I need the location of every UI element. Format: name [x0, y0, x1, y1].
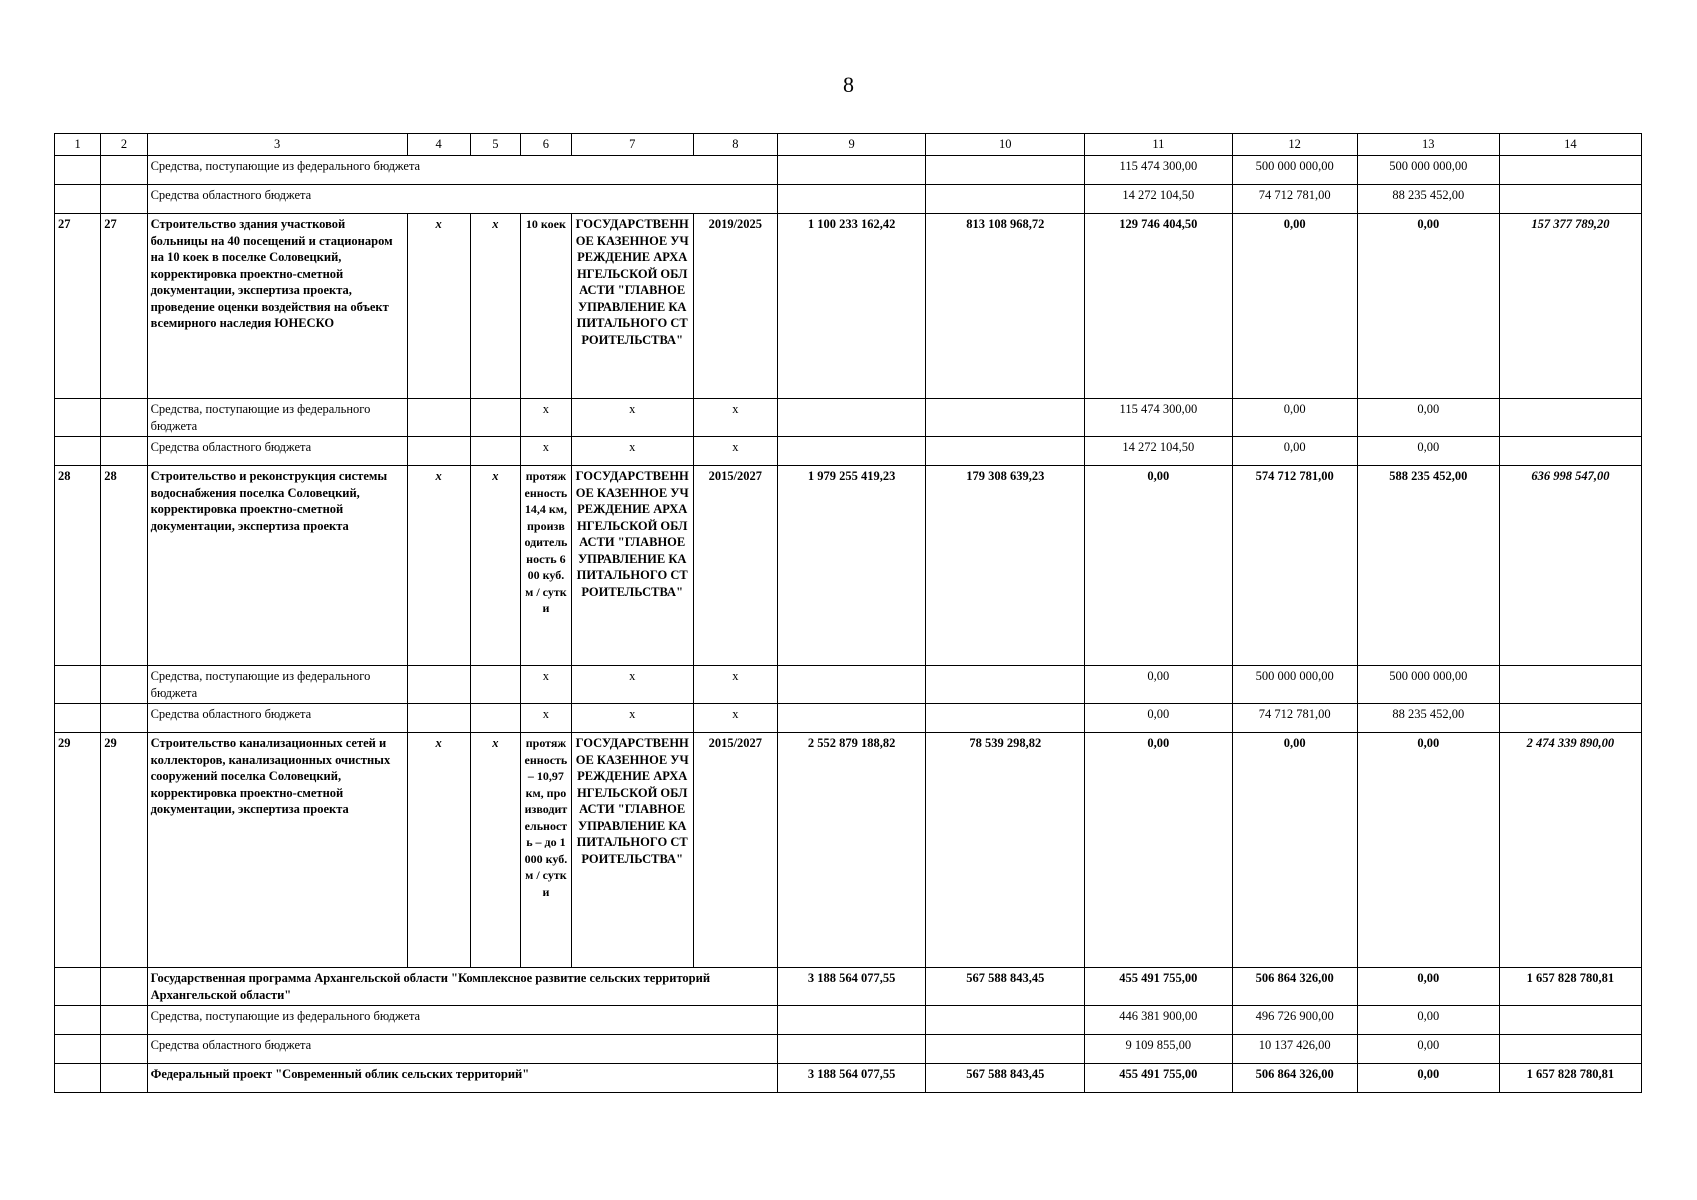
- table-row: [55, 666, 1642, 704]
- amount-cell: 9 109 855,00: [1085, 1035, 1232, 1064]
- capacity-cell: протяженность 14,4 км, производительность 600 куб. м / сутки: [521, 466, 572, 666]
- amount-cell: 14 272 104,50: [1085, 185, 1232, 214]
- row-number: 28: [101, 466, 147, 666]
- col-header-9: 9: [777, 134, 925, 156]
- table-row: [55, 1035, 1642, 1064]
- federal-project-label: Федеральный проект "Современный облик сельских территорий": [147, 1064, 777, 1093]
- row-number: 29: [55, 733, 101, 968]
- row-number: 27: [101, 214, 147, 399]
- x-mark: х: [521, 399, 572, 437]
- customer-cell: ГОСУДАРСТВЕННОЕ КАЗЕННОЕ УЧРЕЖДЕНИЕ АРХАНГЕЛЬСКОЙ ОБЛАСТИ "ГЛАВНОЕ УПРАВЛЕНИЕ КАПИТАЛЬНОГО СТРОИТЕЛЬСТВА": [571, 733, 693, 968]
- col-header-2: 2: [101, 134, 147, 156]
- x-mark: х: [470, 466, 521, 666]
- col-header-10: 10: [926, 134, 1085, 156]
- amount-cell: 78 539 298,82: [926, 733, 1085, 968]
- amount-cell: 157 377 789,20: [1499, 214, 1641, 399]
- amount-cell: 0,00: [1357, 1006, 1499, 1035]
- amount-cell: 74 712 781,00: [1232, 185, 1357, 214]
- x-mark: х: [693, 666, 777, 704]
- col-header-3: 3: [147, 134, 407, 156]
- amount-cell: 506 864 326,00: [1232, 968, 1357, 1006]
- period-cell: 2019/2025: [693, 214, 777, 399]
- amount-cell: 14 272 104,50: [1085, 437, 1232, 466]
- row-number: 27: [55, 214, 101, 399]
- amount-cell: 574 712 781,00: [1232, 466, 1357, 666]
- x-mark: х: [571, 437, 693, 466]
- x-mark: х: [571, 666, 693, 704]
- x-mark: х: [693, 399, 777, 437]
- table-row: [55, 1006, 1642, 1035]
- x-mark: х: [521, 704, 572, 733]
- investment-table: [54, 133, 1642, 1093]
- amount-cell: 0,00: [1357, 1064, 1499, 1093]
- x-mark: х: [407, 733, 470, 968]
- amount-cell: 0,00: [1357, 214, 1499, 399]
- period-cell: 2015/2027: [693, 733, 777, 968]
- col-header-11: 11: [1085, 134, 1232, 156]
- project-row-28: [55, 466, 1642, 666]
- project-name: Строительство канализационных сетей и коллекторов, канализационных очистных сооружений поселка Соловецкий, корректировка проектно-сметной документации, экспертиза проекта: [147, 733, 407, 968]
- x-mark: х: [407, 214, 470, 399]
- funding-label: Средства, поступающие из федерального бюджета: [147, 156, 777, 185]
- col-header-6: 6: [521, 134, 572, 156]
- amount-cell: 500 000 000,00: [1232, 156, 1357, 185]
- col-header-1: 1: [55, 134, 101, 156]
- capacity-cell: 10 коек: [521, 214, 572, 399]
- amount-cell: 446 381 900,00: [1085, 1006, 1232, 1035]
- capacity-cell: протяженность – 10,97 км, производительность – до 1 000 куб. м / сутки: [521, 733, 572, 968]
- amount-cell: 588 235 452,00: [1357, 466, 1499, 666]
- amount-cell: 0,00: [1357, 733, 1499, 968]
- amount-cell: 1 657 828 780,81: [1499, 968, 1641, 1006]
- amount-cell: 636 998 547,00: [1499, 466, 1641, 666]
- row-number: 28: [55, 466, 101, 666]
- state-program-label: Государственная программа Архангельской области "Комплексное развитие сельских территорий Архангельской области": [147, 968, 777, 1006]
- row-number: 29: [101, 733, 147, 968]
- amount-cell: 567 588 843,45: [926, 1064, 1085, 1093]
- amount-cell: 88 235 452,00: [1357, 185, 1499, 214]
- amount-cell: 3 188 564 077,55: [777, 1064, 925, 1093]
- federal-project-row: [55, 1064, 1642, 1093]
- customer-cell: ГОСУДАРСТВЕННОЕ КАЗЕННОЕ УЧРЕЖДЕНИЕ АРХАНГЕЛЬСКОЙ ОБЛАСТИ "ГЛАВНОЕ УПРАВЛЕНИЕ КАПИТАЛЬНОГО СТРОИТЕЛЬСТВА": [571, 214, 693, 399]
- amount-cell: 3 188 564 077,55: [777, 968, 925, 1006]
- col-header-5: 5: [470, 134, 521, 156]
- amount-cell: 1 979 255 419,23: [777, 466, 925, 666]
- amount-cell: 500 000 000,00: [1357, 666, 1499, 704]
- amount-cell: 0,00: [1085, 704, 1232, 733]
- amount-cell: 0,00: [1232, 733, 1357, 968]
- project-name: Строительство и реконструкция системы водоснабжения поселка Соловецкий, корректировка проектно-сметной документации, экспертиза проекта: [147, 466, 407, 666]
- amount-cell: 129 746 404,50: [1085, 214, 1232, 399]
- amount-cell: 506 864 326,00: [1232, 1064, 1357, 1093]
- table-row: [55, 437, 1642, 466]
- amount-cell: 455 491 755,00: [1085, 968, 1232, 1006]
- col-header-8: 8: [693, 134, 777, 156]
- amount-cell: 115 474 300,00: [1085, 399, 1232, 437]
- x-mark: х: [521, 666, 572, 704]
- amount-cell: 0,00: [1085, 466, 1232, 666]
- x-mark: х: [693, 704, 777, 733]
- funding-label: Средства, поступающие из федерального бюджета: [147, 399, 407, 437]
- amount-cell: 1 657 828 780,81: [1499, 1064, 1641, 1093]
- amount-cell: 1 100 233 162,42: [777, 214, 925, 399]
- x-mark: х: [693, 437, 777, 466]
- amount-cell: 500 000 000,00: [1232, 666, 1357, 704]
- table-row: [55, 185, 1642, 214]
- period-cell: 2015/2027: [693, 466, 777, 666]
- col-header-14: 14: [1499, 134, 1641, 156]
- amount-cell: 2 552 879 188,82: [777, 733, 925, 968]
- table-row: [55, 156, 1642, 185]
- col-header-13: 13: [1357, 134, 1499, 156]
- amount-cell: 813 108 968,72: [926, 214, 1085, 399]
- amount-cell: 88 235 452,00: [1357, 704, 1499, 733]
- x-mark: х: [571, 399, 693, 437]
- header-row: [55, 134, 1642, 156]
- amount-cell: 455 491 755,00: [1085, 1064, 1232, 1093]
- amount-cell: 0,00: [1232, 214, 1357, 399]
- amount-cell: 2 474 339 890,00: [1499, 733, 1641, 968]
- amount-cell: 0,00: [1357, 1035, 1499, 1064]
- amount-cell: 115 474 300,00: [1085, 156, 1232, 185]
- table-row: [55, 399, 1642, 437]
- amount-cell: 0,00: [1357, 437, 1499, 466]
- amount-cell: 0,00: [1232, 437, 1357, 466]
- col-header-12: 12: [1232, 134, 1357, 156]
- x-mark: х: [407, 466, 470, 666]
- funding-label: Средства областного бюджета: [147, 437, 407, 466]
- project-name: Строительство здания участковой больницы на 40 посещений и стационаром на 10 коек в поселке Соловецкий, корректировка проектно-сметной документации, экспертиза проекта, проведение оценки воздействия на объект всемирного наследия ЮНЕСКО: [147, 214, 407, 399]
- funding-label: Средства областного бюджета: [147, 704, 407, 733]
- col-header-4: 4: [407, 134, 470, 156]
- project-row-27: [55, 214, 1642, 399]
- amount-cell: 0,00: [1357, 399, 1499, 437]
- amount-cell: 0,00: [1357, 968, 1499, 1006]
- amount-cell: 179 308 639,23: [926, 466, 1085, 666]
- state-program-row: [55, 968, 1642, 1006]
- x-mark: х: [521, 437, 572, 466]
- project-row-29: [55, 733, 1642, 968]
- amount-cell: 0,00: [1232, 399, 1357, 437]
- funding-label: Средства областного бюджета: [147, 185, 777, 214]
- page-number: 8: [843, 72, 854, 97]
- col-header-7: 7: [571, 134, 693, 156]
- amount-cell: 10 137 426,00: [1232, 1035, 1357, 1064]
- amount-cell: 496 726 900,00: [1232, 1006, 1357, 1035]
- amount-cell: 0,00: [1085, 733, 1232, 968]
- funding-label: Средства, поступающие из федерального бюджета: [147, 1006, 777, 1035]
- x-mark: х: [571, 704, 693, 733]
- amount-cell: 0,00: [1085, 666, 1232, 704]
- amount-cell: 500 000 000,00: [1357, 156, 1499, 185]
- funding-label: Средства, поступающие из федерального бюджета: [147, 666, 407, 704]
- x-mark: х: [470, 733, 521, 968]
- amount-cell: 567 588 843,45: [926, 968, 1085, 1006]
- x-mark: х: [470, 214, 521, 399]
- funding-label: Средства областного бюджета: [147, 1035, 777, 1064]
- customer-cell: ГОСУДАРСТВЕННОЕ КАЗЕННОЕ УЧРЕЖДЕНИЕ АРХАНГЕЛЬСКОЙ ОБЛАСТИ "ГЛАВНОЕ УПРАВЛЕНИЕ КАПИТАЛЬНОГО СТРОИТЕЛЬСТВА": [571, 466, 693, 666]
- amount-cell: 74 712 781,00: [1232, 704, 1357, 733]
- table-row: [55, 704, 1642, 733]
